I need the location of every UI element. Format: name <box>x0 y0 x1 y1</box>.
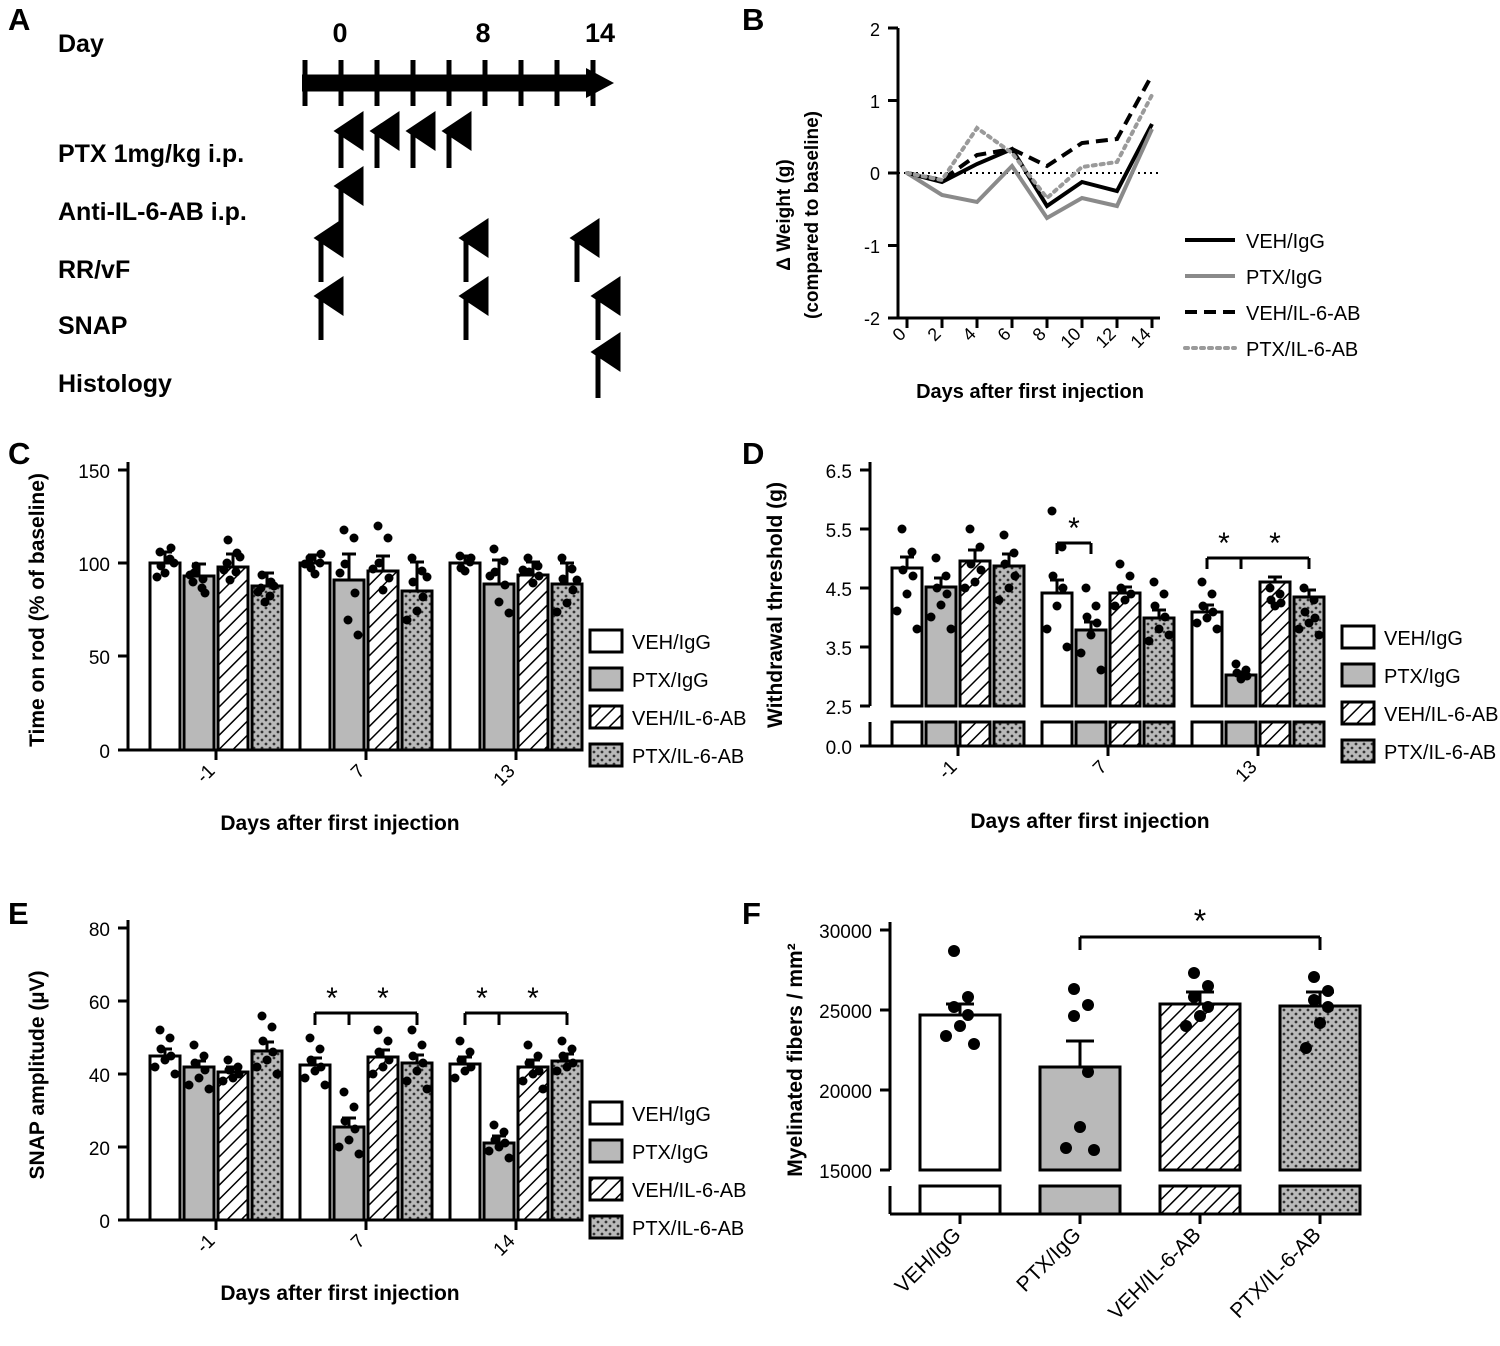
panel-d-ytick-45: 4.5 <box>825 580 852 601</box>
panel-e-chart <box>0 880 747 1340</box>
panel-b-chart <box>730 0 1500 420</box>
panel-c-legend-1: PTX/IgG <box>632 670 709 692</box>
panel-f-ytick-25000: 25000 <box>819 1002 872 1023</box>
panel-e-xlabel: Days after first injection <box>220 1282 460 1305</box>
panel-c-legend-0: VEH/IgG <box>632 632 711 654</box>
panel-e-sig-marker-7b: * <box>377 982 389 1015</box>
panel-b-ytick-0: 0 <box>869 164 880 184</box>
panel-f-ytick-30000: 30000 <box>819 922 872 943</box>
panel-e-sig-marker-14b: * <box>527 982 539 1015</box>
panel-d-sig-marker-13b: * <box>1269 527 1281 560</box>
panel-d-ytick-65: 6.5 <box>825 462 852 483</box>
panel-d-cat-0: -1 <box>934 756 962 784</box>
panel-e-ytick-20: 20 <box>88 1139 110 1160</box>
panel-b-legend <box>1185 231 1360 361</box>
panel-a-row-label-2: Anti-IL-6-AB i.p. <box>58 198 247 226</box>
panel-a-row-label-5: Histology <box>58 370 172 398</box>
panel-d-ytick-55: 5.5 <box>825 521 852 542</box>
panel-f-chart <box>730 880 1500 1340</box>
panel-a-day-14: 14 <box>584 18 616 48</box>
panel-b-xtick-6: 12 <box>1091 323 1120 352</box>
panel-a-arrows-rrvf <box>321 238 577 282</box>
panel-c-xlabel: Days after first injection <box>220 812 460 835</box>
panel-b-xtick-0: 0 <box>888 323 910 345</box>
panel-e-legend-3: PTX/IL-6-AB <box>632 1218 745 1240</box>
panel-d-sig-marker-13a: * <box>1218 527 1230 560</box>
panel-d-sig-marker-7: * <box>1068 512 1080 545</box>
panel-f-cat-2: VEH/IL-6-AB <box>1104 1223 1206 1325</box>
panel-d-legend-0: VEH/IgG <box>1384 628 1463 650</box>
panel-c-ytick-0: 0 <box>99 742 110 763</box>
panel-a-diagram <box>0 0 700 420</box>
panel-c-ytick-50: 50 <box>88 648 110 669</box>
panel-e-ytick-60: 60 <box>88 993 110 1014</box>
panel-d-ytick-00: 0.0 <box>825 738 852 759</box>
panel-c-label: C <box>8 436 31 471</box>
panel-e-cat-0: -1 <box>192 1230 220 1258</box>
panel-d-cat-2: 13 <box>1231 756 1262 787</box>
panel-e-sig-marker-14a: * <box>476 982 488 1015</box>
panel-d-cat-1: 7 <box>1089 756 1112 780</box>
panel-d-ytick-25: 2.5 <box>825 698 852 719</box>
panel-d <box>730 430 1500 850</box>
panel-a-label: A <box>8 2 31 37</box>
panel-a-arrows-snap <box>321 296 598 340</box>
panel-e-label: E <box>8 896 29 931</box>
panel-e-ylabel: SNAP amplitude (µV) <box>26 970 49 1180</box>
panel-b-ylabel-2: (compared to baseline) <box>802 111 823 319</box>
panel-e-ytick-40: 40 <box>88 1066 110 1087</box>
panel-a-day-0: 0 <box>332 18 348 48</box>
panel-c-group--1 <box>150 536 282 751</box>
panel-c-cat-2: 13 <box>489 760 520 791</box>
panel-b-xlabel: Days after first injection <box>916 381 1144 403</box>
panel-e <box>0 880 747 1340</box>
panel-b-legend-2: VEH/IL-6-AB <box>1246 303 1361 325</box>
panel-b-legend-3: PTX/IL-6-AB <box>1246 339 1359 361</box>
panel-a-arrows-ptx <box>341 131 449 168</box>
panel-f-errorbars <box>946 992 1334 1067</box>
panel-f-cat-3: PTX/IL-6-AB <box>1225 1223 1326 1323</box>
panel-b-label: B <box>742 2 765 37</box>
panel-b-xtick-4: 8 <box>1028 323 1050 345</box>
panel-e-legend <box>590 1102 746 1240</box>
panel-b-xtick-3: 6 <box>993 323 1015 345</box>
panel-d-legend <box>1342 626 1498 764</box>
timeline-axis <box>302 60 614 106</box>
panel-e-ytick-80: 80 <box>88 920 110 941</box>
panel-e-group--1 <box>150 1012 282 1221</box>
panel-c-group-13 <box>450 545 582 751</box>
panel-f-bars <box>920 1004 1360 1214</box>
panel-b-ylabel-1: Δ Weight (g) <box>774 159 795 271</box>
panel-d-legend-2: VEH/IL-6-AB <box>1384 704 1499 726</box>
panel-b-legend-0: VEH/IgG <box>1246 231 1325 253</box>
panel-d-ytick-35: 3.5 <box>825 639 852 660</box>
panel-c-legend-3: PTX/IL-6-AB <box>632 746 745 768</box>
panel-b-ytick-1: 1 <box>869 92 880 112</box>
panel-c <box>0 430 747 850</box>
panel-c-ylabel: Time on rod (% of baseline) <box>26 473 49 747</box>
panel-d-legend-3: PTX/IL-6-AB <box>1384 742 1497 764</box>
panel-a-row-label-1: PTX 1mg/kg i.p. <box>58 140 245 168</box>
panel-d-xlabel: Days after first injection <box>970 810 1210 833</box>
panel-f-label: F <box>742 896 761 931</box>
panel-b-series-veh-il6ab <box>907 75 1152 180</box>
panel-f-cat-0: VEH/IgG <box>890 1223 966 1299</box>
panel-e-ytick-0: 0 <box>99 1212 110 1233</box>
panel-e-sig-marker-7a: * <box>326 982 338 1015</box>
panel-e-legend-1: PTX/IgG <box>632 1142 709 1164</box>
panel-f <box>730 880 1500 1340</box>
panel-b-xtick-5: 10 <box>1056 323 1085 352</box>
panel-c-ytick-100: 100 <box>78 555 110 576</box>
panel-c-legend-2: VEH/IL-6-AB <box>632 708 747 730</box>
panel-e-legend-0: VEH/IgG <box>632 1104 711 1126</box>
panel-a <box>0 0 700 420</box>
panel-d-chart <box>730 430 1500 850</box>
panel-e-group-7 <box>300 982 432 1220</box>
panel-e-cat-1: 7 <box>347 1230 370 1254</box>
panel-a-row-label-0: Day <box>58 30 104 58</box>
panel-a-day-8: 8 <box>475 18 491 48</box>
panel-d-legend-1: PTX/IgG <box>1384 666 1461 688</box>
panel-a-row-label-3: RR/vF <box>58 256 131 284</box>
panel-b-ytick-m2: -2 <box>863 309 880 329</box>
panel-f-ytick-15000: 15000 <box>819 1162 872 1183</box>
panel-f-ytick-20000: 20000 <box>819 1082 872 1103</box>
panel-c-legend <box>590 630 746 768</box>
panel-e-legend-2: VEH/IL-6-AB <box>632 1180 747 1202</box>
panel-b-xtick-7: 14 <box>1126 323 1155 352</box>
panel-d-group-13 <box>1192 527 1324 746</box>
panel-b-legend-1: PTX/IgG <box>1246 267 1323 289</box>
panel-e-cat-2: 14 <box>489 1230 520 1261</box>
panel-b <box>730 0 1500 420</box>
panel-b-ytick-m1: -1 <box>863 237 880 257</box>
panel-b-ytick-2: 2 <box>869 20 880 40</box>
panel-f-cat-1: PTX/IgG <box>1012 1223 1086 1297</box>
panel-c-group-7 <box>300 522 432 751</box>
panel-c-cat-0: -1 <box>192 760 220 788</box>
panel-f-sig-marker: * <box>1193 903 1207 939</box>
panel-c-ytick-150: 150 <box>78 462 110 483</box>
panel-c-cat-1: 7 <box>347 760 370 784</box>
panel-d-label: D <box>742 436 765 471</box>
panel-c-chart <box>0 430 747 850</box>
panel-b-xtick-1: 2 <box>923 323 945 345</box>
panel-f-ylabel: Myelinated fibers / mm² <box>784 943 807 1177</box>
panel-b-xtick-2: 4 <box>958 323 980 345</box>
panel-a-row-label-4: SNAP <box>58 312 128 340</box>
panel-e-group-14 <box>450 982 582 1220</box>
panel-d-group-7 <box>1042 507 1174 747</box>
panel-d-ylabel: Withdrawal threshold (g) <box>764 482 787 728</box>
panel-d-group--1 <box>892 525 1024 747</box>
